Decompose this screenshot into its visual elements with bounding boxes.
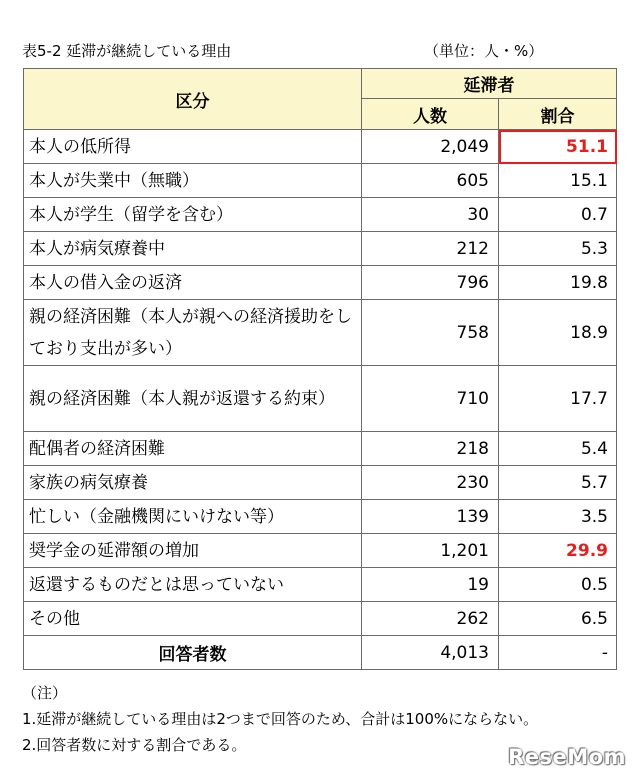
table-row bbox=[24, 232, 617, 266]
total-row bbox=[24, 636, 617, 670]
row-ratio: 15.1 bbox=[499, 164, 617, 198]
row-count: 1,201 bbox=[362, 534, 499, 568]
row-ratio: 5.4 bbox=[499, 432, 617, 466]
row-count: 262 bbox=[362, 602, 499, 636]
row-count: 139 bbox=[362, 500, 499, 534]
row-ratio: 17.7 bbox=[499, 366, 617, 432]
table-row bbox=[24, 164, 617, 198]
row-ratio: 6.5 bbox=[499, 602, 617, 636]
row-ratio: 18.9 bbox=[499, 300, 617, 366]
row-ratio: 19.8 bbox=[499, 266, 617, 300]
resemom-logo: ReseMom bbox=[508, 745, 626, 769]
row-ratio: 5.7 bbox=[499, 466, 617, 500]
row-ratio: 29.9 bbox=[499, 534, 617, 568]
table-row bbox=[24, 534, 617, 568]
row-category: 配偶者の経済困難 bbox=[24, 432, 362, 466]
row-category: 本人が学生（留学を含む） bbox=[24, 198, 362, 232]
row-category: 本人が病気療養中 bbox=[24, 232, 362, 266]
table-body bbox=[24, 130, 617, 636]
row-category: 家族の病気療養 bbox=[24, 466, 362, 500]
row-count: 796 bbox=[362, 266, 499, 300]
data-table bbox=[23, 68, 617, 670]
row-ratio: 51.1 bbox=[499, 130, 617, 164]
table-row bbox=[24, 568, 617, 602]
total-count: 4,013 bbox=[362, 636, 499, 670]
row-category: 親の経済困難（本人親が返還する約束） bbox=[24, 366, 362, 432]
table-row bbox=[24, 266, 617, 300]
row-count: 2,049 bbox=[362, 130, 499, 164]
row-ratio: 0.5 bbox=[499, 568, 617, 602]
row-ratio: 0.7 bbox=[499, 198, 617, 232]
header-ratio: 割合 bbox=[499, 99, 617, 130]
row-count: 30 bbox=[362, 198, 499, 232]
row-count: 758 bbox=[362, 300, 499, 366]
row-ratio: 3.5 bbox=[499, 500, 617, 534]
row-category: 奨学金の延滞額の増加 bbox=[24, 534, 362, 568]
total-ratio: - bbox=[499, 636, 617, 670]
table-title: 表5-2 延滞が継続している理由 bbox=[22, 42, 232, 60]
row-category: 忙しい（金融機関にいけない等） bbox=[24, 500, 362, 534]
note-line: 1.延滞が継続している理由は2つまで回答のため、合計は100%にならない。 bbox=[22, 710, 539, 728]
table-caption bbox=[22, 38, 618, 64]
table-row bbox=[24, 300, 617, 366]
row-category: その他 bbox=[24, 602, 362, 636]
row-category: 本人の低所得 bbox=[24, 130, 362, 164]
table-row bbox=[24, 500, 617, 534]
row-category: 親の経済困難（本人が親への経済援助をしており支出が多い） bbox=[24, 300, 362, 366]
header-category: 区分 bbox=[24, 69, 362, 130]
header-group: 延滞者 bbox=[362, 69, 617, 99]
table-row bbox=[24, 366, 617, 432]
row-category: 本人の借入金の返済 bbox=[24, 266, 362, 300]
row-count: 605 bbox=[362, 164, 499, 198]
table-row bbox=[24, 602, 617, 636]
unit-label: （単位：人・%） bbox=[424, 42, 544, 60]
notes-head: （注） bbox=[22, 684, 68, 702]
row-count: 19 bbox=[362, 568, 499, 602]
row-category: 返還するものだとは思っていない bbox=[24, 568, 362, 602]
row-count: 230 bbox=[362, 466, 499, 500]
header-count: 人数 bbox=[362, 99, 499, 130]
row-count: 710 bbox=[362, 366, 499, 432]
table-row bbox=[24, 432, 617, 466]
table-row bbox=[24, 466, 617, 500]
row-count: 218 bbox=[362, 432, 499, 466]
row-category: 本人が失業中（無職） bbox=[24, 164, 362, 198]
note-line: 2.回答者数に対する割合である。 bbox=[22, 736, 247, 754]
table-row bbox=[24, 130, 617, 164]
row-count: 212 bbox=[362, 232, 499, 266]
row-ratio: 5.3 bbox=[499, 232, 617, 266]
table-row bbox=[24, 198, 617, 232]
total-label: 回答者数 bbox=[24, 636, 362, 670]
